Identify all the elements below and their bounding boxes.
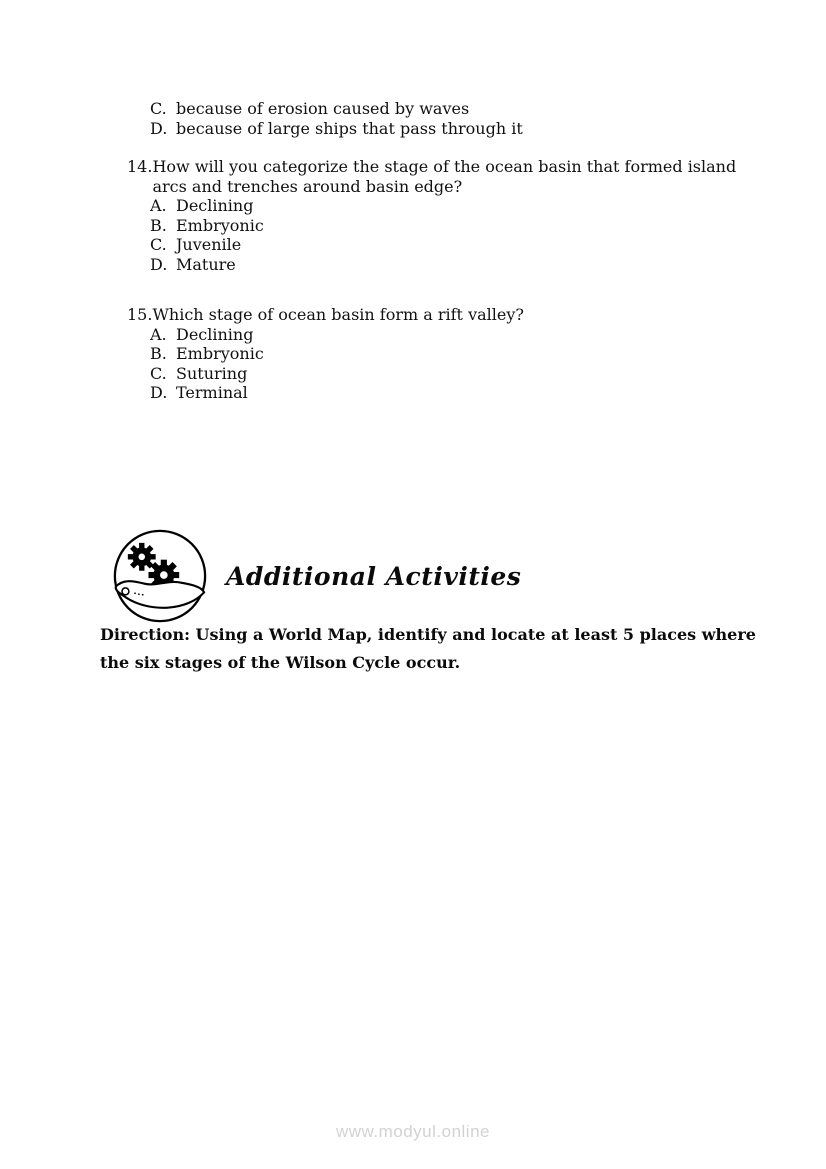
question-15-options: [150, 325, 752, 403]
question-text: Which stage of ocean basin form a rift valley?: [152, 305, 524, 324]
question-14: [127, 157, 752, 275]
question-15: [127, 305, 752, 403]
option-letter: A.: [150, 324, 167, 344]
option-letter: D.: [150, 118, 168, 138]
q15-option-a: [150, 325, 752, 345]
option-text: Juvenile: [176, 235, 242, 255]
option-text: Embryonic: [176, 344, 264, 364]
option-text: Suturing: [176, 363, 248, 383]
q15-option-c: [150, 364, 752, 384]
question-14-head: [127, 157, 752, 196]
q15-option-d: [150, 383, 752, 403]
option-letter: D.: [150, 254, 168, 274]
option-text: Declining: [176, 196, 254, 216]
option-text: because of large ships that pass through it: [176, 118, 523, 138]
section-title: Additional Activities: [226, 561, 522, 591]
carryover-option-d: [150, 119, 523, 139]
question-number: 15.: [127, 305, 153, 324]
option-text: Terminal: [176, 383, 248, 403]
q14-option-c: [150, 235, 752, 255]
direction-paragraph: Direction: Using a World Map, identify and locate at least 5 places where the six stages of the Wilson Cycle occur.: [100, 625, 756, 672]
option-letter: C.: [150, 363, 167, 383]
option-text: because of erosion caused by waves: [176, 99, 470, 118]
question-number: 14.: [127, 157, 153, 176]
question-15-head: [127, 305, 752, 325]
option-letter: A.: [150, 196, 167, 216]
option-text: Embryonic: [176, 215, 264, 235]
carryover-option-c: [150, 99, 523, 119]
q14-option-d: [150, 255, 752, 275]
question-text: How will you categorize the stage of the ocean basin that formed island arcs and trenches around basin edge?: [152, 157, 737, 196]
q15-option-b: [150, 344, 752, 364]
option-letter: C.: [150, 235, 167, 255]
option-letter: B.: [150, 215, 167, 235]
q14-option-a: [150, 196, 752, 216]
option-text: Declining: [176, 324, 254, 344]
hand-with-gears-icon: [112, 528, 208, 624]
question-14-options: [150, 196, 752, 274]
option-letter: C.: [150, 99, 167, 118]
q14-option-b: [150, 216, 752, 236]
carryover-options: [150, 99, 523, 138]
watermark: www.modyul.online: [335, 1122, 490, 1141]
additional-activities-section: [112, 528, 521, 624]
option-letter: B.: [150, 344, 167, 364]
option-text: Mature: [176, 254, 236, 274]
option-letter: D.: [150, 383, 168, 403]
